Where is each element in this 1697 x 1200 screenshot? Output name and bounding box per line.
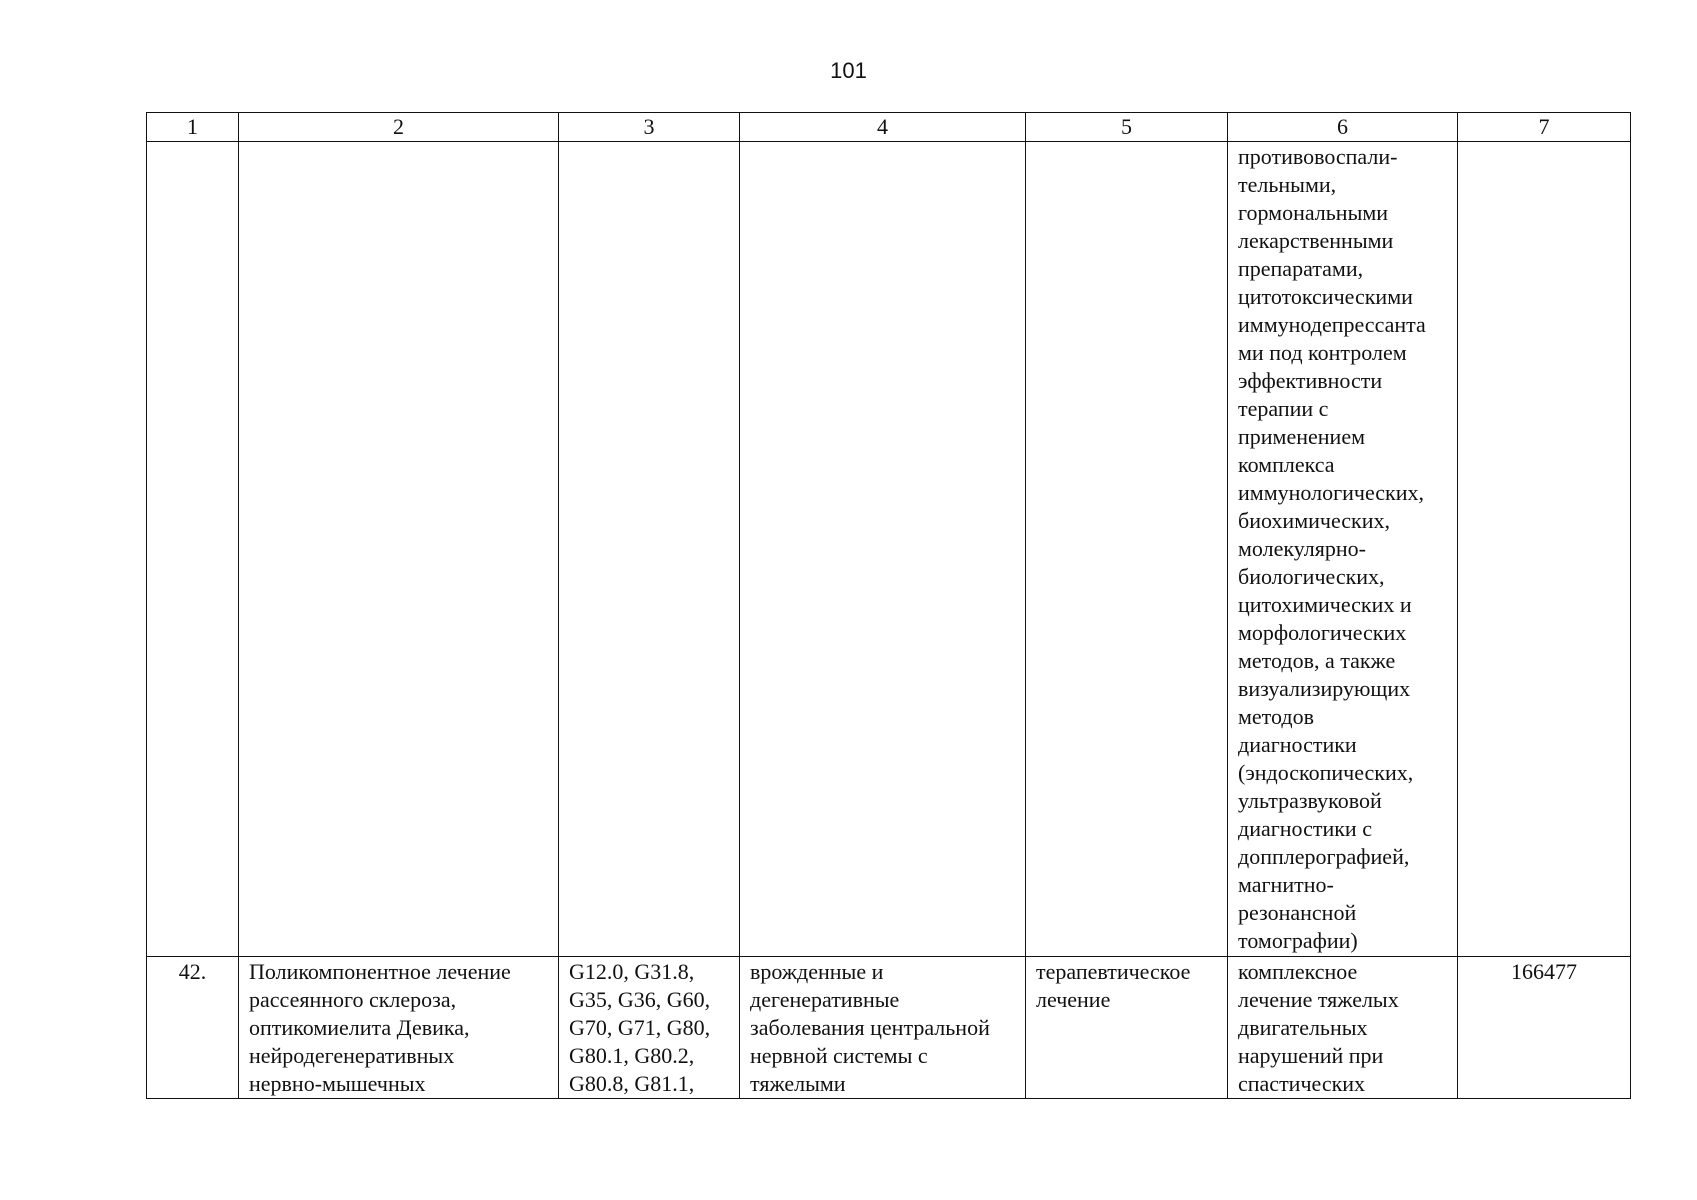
- continuation-cell-codes: [559, 142, 740, 957]
- icd-codes-cell: G12.0, G31.8, G35, G36, G60, G70, G71, G80, G80.1, G80.2, G80.8, G81.1,: [559, 957, 740, 1099]
- continuation-cell-name: [239, 142, 559, 957]
- column-header-3: 3: [559, 113, 740, 142]
- column-header-2: 2: [239, 113, 559, 142]
- column-header-4: 4: [740, 113, 1026, 142]
- continuation-cell-cost: [1458, 142, 1631, 957]
- continuation-cell-method: противовоспали- тельными, гормональными лекарственными препаратами, цитотоксическими иммунодепрессанта ми под контролем эффективности терапии с применением комплекса иммунологических, биохимических, молекулярно- биологических, цитохимических и морфологических методов, а также визуализирующих методов диагностики (эндоскопических, ультразвуковой диагностики с допплерографией, магнитно- резонансной томографии): [1228, 142, 1458, 957]
- page-number: 101: [830, 58, 867, 83]
- column-header-6: 6: [1228, 113, 1458, 142]
- medical-care-table: [146, 112, 1631, 1099]
- table-header-row: [147, 113, 1631, 142]
- column-header-5: 5: [1026, 113, 1228, 142]
- table-row-42: [147, 957, 1631, 1099]
- treatment-method-cell: комплексное лечение тяжелых двигательных нарушений при спастических: [1228, 957, 1458, 1099]
- care-name-cell: Поликомпонентное лечение рассеянного склероза, оптикомиелита Девика, нейродегенеративных нервно-мышечных: [239, 957, 559, 1099]
- cost-cell: 166477: [1458, 957, 1631, 1099]
- column-header-7: 7: [1458, 113, 1631, 142]
- patient-model-cell: врожденные и дегенеративные заболевания центральной нервной системы с тяжелыми: [740, 957, 1026, 1099]
- column-header-1: 1: [147, 113, 239, 142]
- row-number-cell: 42.: [147, 957, 239, 1099]
- continuation-cell-model: [740, 142, 1026, 957]
- continuation-cell-number: [147, 142, 239, 957]
- table-row-continuation: [147, 142, 1631, 957]
- continuation-cell-treatment-type: [1026, 142, 1228, 957]
- treatment-type-cell: терапевтическое лечение: [1026, 957, 1228, 1099]
